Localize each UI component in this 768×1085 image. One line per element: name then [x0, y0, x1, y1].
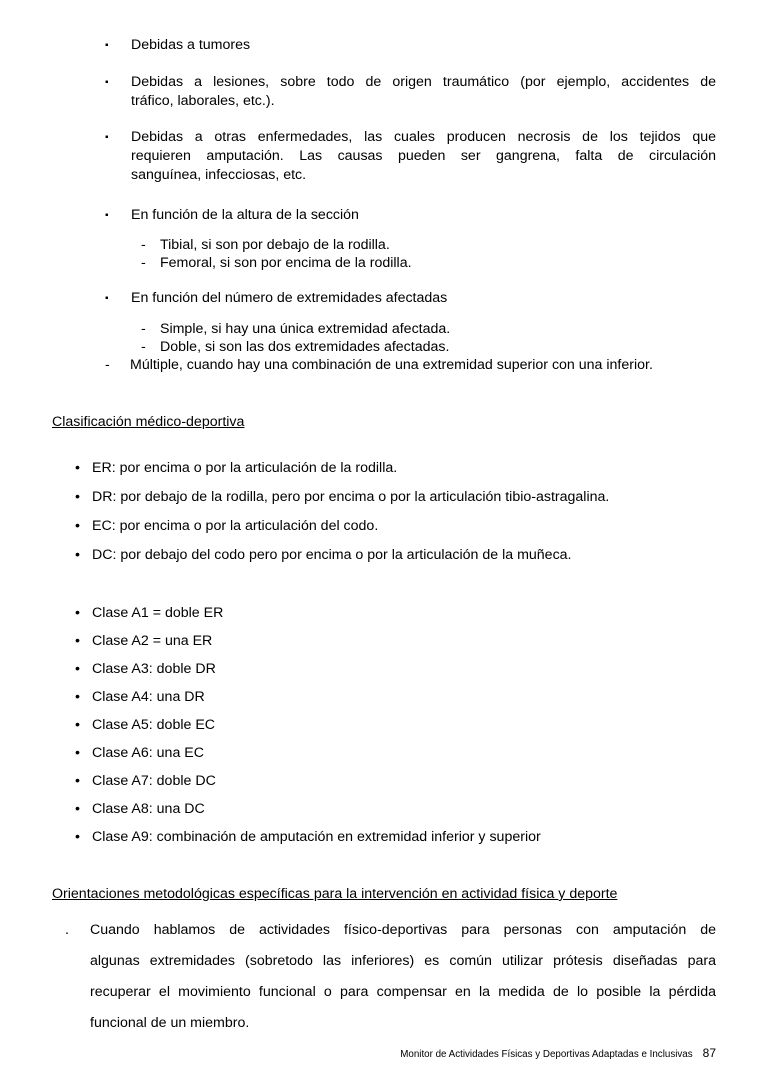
round-bullet-icon: • — [75, 717, 80, 733]
dot-bullet-icon: . — [65, 922, 69, 938]
text-line: funcional de un miembro. — [90, 1015, 250, 1031]
round-bullet-icon: • — [75, 773, 80, 789]
definition-item-er — [52, 459, 716, 478]
class-text: Clase A6: una EC — [92, 745, 204, 761]
page-footer — [52, 1047, 716, 1061]
class-text: Clase A2 = una ER — [92, 633, 213, 649]
class-item-a5 — [52, 716, 716, 735]
class-item-a8 — [52, 800, 716, 819]
class-text: Clase A1 = doble ER — [92, 605, 224, 621]
sub-item-text: Femoral, si son por encima de la rodilla. — [160, 255, 412, 271]
limbs-section-title-text: En función del número de extremidades afectadas — [131, 290, 448, 306]
height-section-title-text: En función de la altura de la sección — [131, 207, 359, 223]
sub-item-tibial — [52, 236, 716, 254]
definition-text: EC: por encima o por la articulación del codo. — [92, 518, 379, 534]
sub-item-femoral — [52, 254, 716, 272]
section-heading-orientaciones — [52, 885, 716, 904]
sub-item-simple — [52, 320, 716, 338]
text-line: sanguínea, infecciosas, etc. — [131, 167, 307, 183]
round-bullet-icon: • — [75, 460, 80, 476]
class-item-a4 — [52, 688, 716, 707]
square-bullet-icon: ▪ — [105, 210, 109, 221]
heading-text: Orientaciones metodológicas específicas para la intervención en actividad física y deporte — [52, 886, 618, 902]
round-bullet-icon: • — [75, 661, 80, 677]
dash-icon: - — [141, 339, 146, 355]
round-bullet-icon: • — [75, 547, 80, 563]
class-item-a7 — [52, 772, 716, 791]
class-item-a3 — [52, 660, 716, 679]
round-bullet-icon: • — [75, 605, 80, 621]
cause-item-enfermedades — [52, 128, 716, 185]
definition-item-dc — [52, 546, 716, 565]
class-item-a1 — [52, 604, 716, 623]
classes-list — [52, 604, 716, 847]
cause-item-text — [131, 128, 716, 185]
text-line: algunas extremidades (sobretodo las inferiores) es común utilizar prótesis diseñadas para — [90, 953, 716, 969]
dash-icon: - — [141, 237, 146, 253]
definitions-list — [52, 459, 716, 565]
square-bullet-icon: ▪ — [105, 77, 109, 88]
class-item-a2 — [52, 632, 716, 651]
definition-text: DC: por debajo del codo pero por encima o por la articulación de la muñeca. — [92, 547, 572, 563]
class-item-a6 — [52, 744, 716, 763]
dash-icon: - — [141, 255, 146, 271]
definition-item-dr — [52, 488, 716, 507]
round-bullet-icon: • — [75, 745, 80, 761]
cause-item-text — [131, 73, 716, 111]
class-item-a9 — [52, 828, 716, 847]
sub-item-text: Simple, si hay una única extremidad afectada. — [160, 321, 451, 337]
dash-icon: - — [105, 357, 110, 373]
class-text: Clase A9: combinación de amputación en extremidad inferior y superior — [92, 829, 541, 845]
definition-text: DR: por debajo de la rodilla, pero por encima o por la articulación tibio-astragalina. — [92, 489, 610, 505]
sub-item-text: Doble, si son las dos extremidades afectadas. — [160, 339, 450, 355]
text-line: Cuando hablamos de actividades físico-deportivas para personas con amputación de — [90, 922, 716, 938]
heading-text: Clasificación médico-deportiva — [52, 414, 245, 430]
round-bullet-icon: • — [75, 489, 80, 505]
square-bullet-icon: ▪ — [105, 132, 109, 143]
text-line: recuperar el movimiento funcional o para compensar en la medida de lo posible la pérdida — [90, 984, 716, 1000]
text-line: Debidas a otras enfermedades, las cuales producen necrosis de los tejidos que — [131, 129, 716, 145]
text-line: requieren amputación. Las causas pueden ser gangrena, falta de circulación — [131, 148, 716, 164]
definition-item-ec — [52, 517, 716, 536]
class-text: Clase A7: doble DC — [92, 773, 216, 789]
paragraph-text — [90, 915, 716, 1039]
round-bullet-icon: • — [75, 801, 80, 817]
cause-item-lesiones — [52, 73, 716, 111]
definition-text: ER: por encima o por la articulación de la rodilla. — [92, 460, 398, 476]
square-bullet-icon: ▪ — [105, 40, 109, 51]
square-bullet-icon: ▪ — [105, 293, 109, 304]
limbs-sub-list — [52, 320, 716, 374]
limbs-section-title — [52, 289, 716, 308]
round-bullet-icon: • — [75, 518, 80, 534]
height-section-title — [52, 206, 716, 225]
sub-item-text: Tibial, si son por debajo de la rodilla. — [160, 237, 390, 253]
height-sub-list — [52, 236, 716, 272]
class-text: Clase A4: una DR — [92, 689, 205, 705]
text-line: Debidas a lesiones, sobre todo de origen traumático (por ejemplo, accidentes de — [131, 74, 716, 90]
sub-item-doble — [52, 338, 716, 356]
cause-item-text: Debidas a tumores — [131, 37, 251, 53]
guidelines-paragraph — [52, 915, 716, 1039]
round-bullet-icon: • — [75, 689, 80, 705]
footer-text: Monitor de Actividades Físicas y Deportivas Adaptadas e Inclusivas — [400, 1049, 693, 1060]
dash-icon: - — [141, 321, 146, 337]
sub-item-text: Múltiple, cuando hay una combinación de una extremidad superior con una inferior. — [130, 357, 653, 373]
class-text: Clase A8: una DC — [92, 801, 205, 817]
text-line: tráfico, laborales, etc.). — [131, 93, 275, 109]
sub-item-multiple — [52, 356, 716, 374]
class-text: Clase A5: doble EC — [92, 717, 216, 733]
page-number: 87 — [702, 1046, 716, 1060]
section-heading-clasificacion — [52, 413, 716, 432]
class-text: Clase A3: doble DR — [92, 661, 216, 677]
round-bullet-icon: • — [75, 633, 80, 649]
cause-item-tumores — [52, 36, 716, 55]
round-bullet-icon: • — [75, 829, 80, 845]
